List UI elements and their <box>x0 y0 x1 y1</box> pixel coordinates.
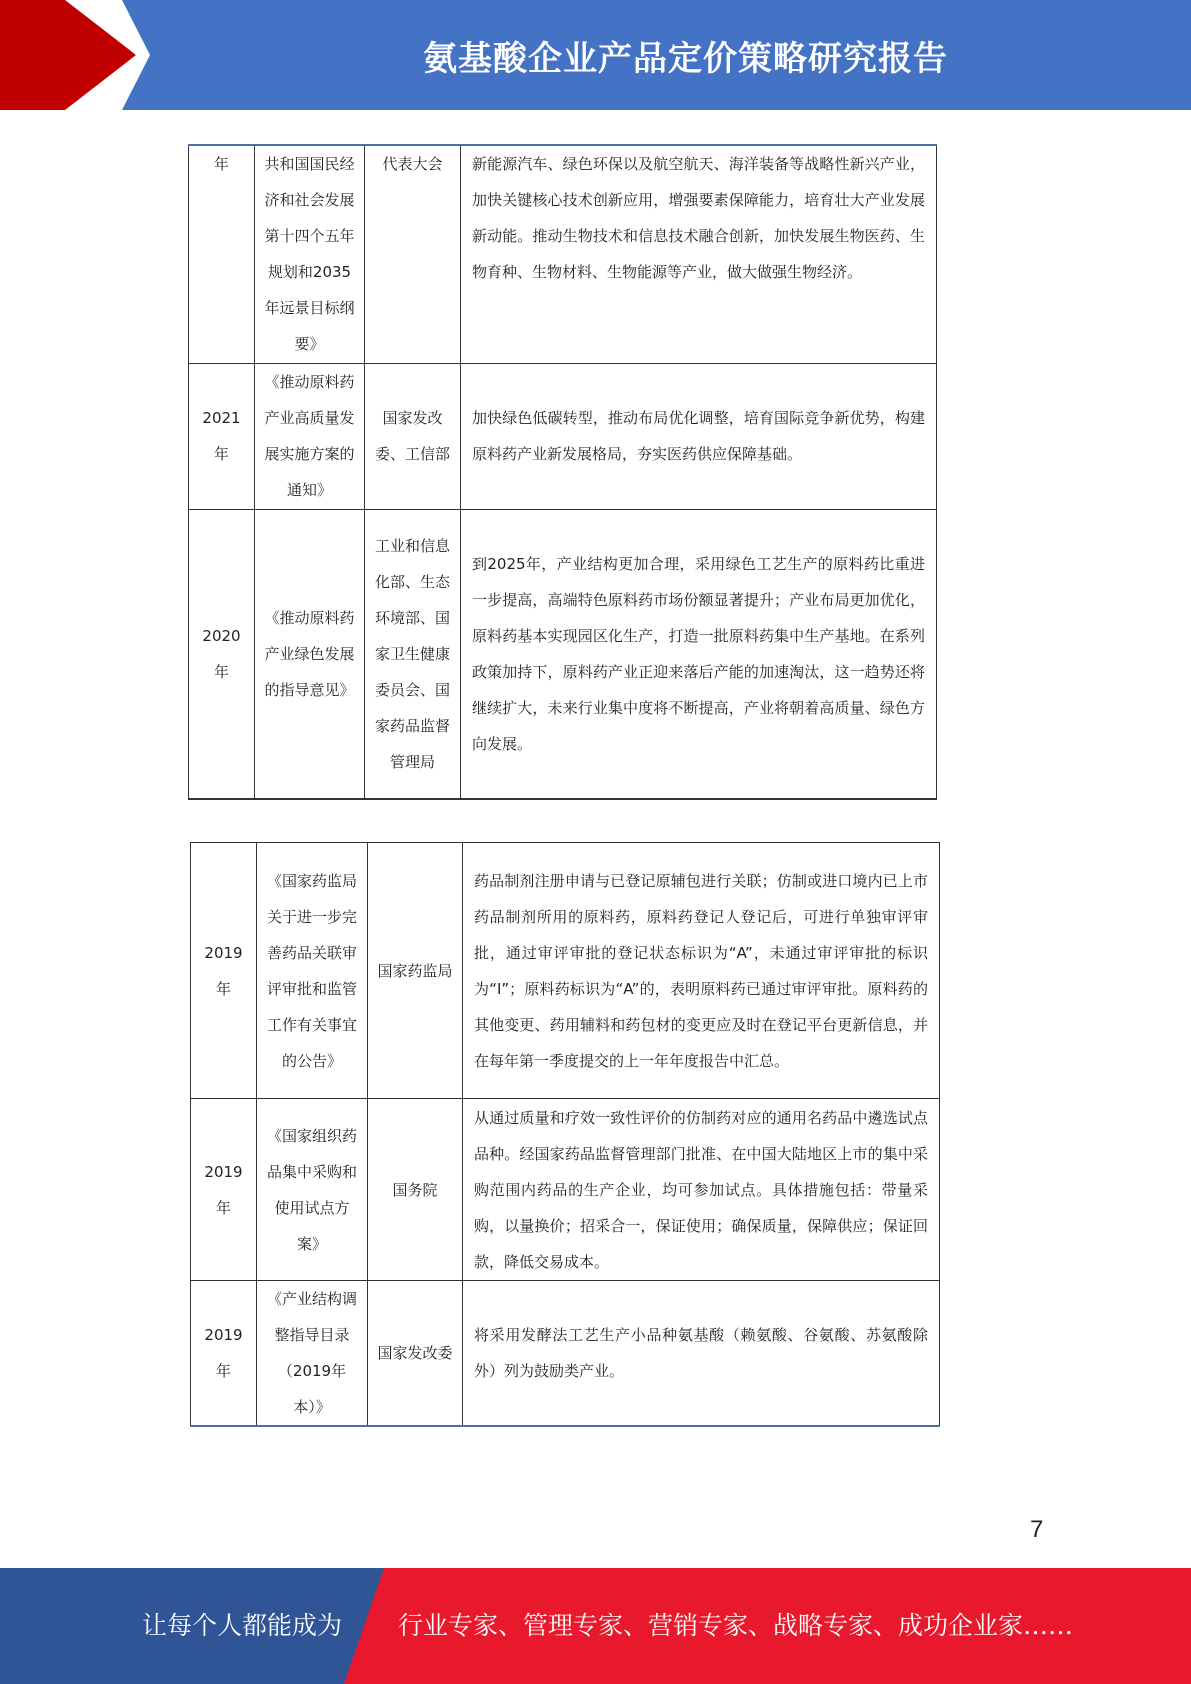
department-cell: 国家发改委 <box>368 1281 463 1427</box>
policy-table-part-1 <box>188 144 937 800</box>
policy-name-cell: 《产业结构调整指导目录（2019年本）》 <box>257 1281 368 1427</box>
department-cell: 工业和信息化部、生态环境部、国家卫生健康委员会、国家药品监督管理局 <box>365 509 461 799</box>
policy-name-cell: 《国家药监局关于进一步完善药品关联审评审批和监管工作有关事宜的公告》 <box>257 843 368 1099</box>
year-cell: 2021年 <box>189 363 255 509</box>
policy-content-cell: 从通过质量和疗效一致性评价的仿制药对应的通用名药品中遴选试点品种。经国家药品监督管理部门批准、在中国大陆地区上市的集中采购范围内药品的生产企业，均可参加试点。具体措施包括：带量采购，以量换价；招采合一，保证使用；确保质量，保障供应；保证回款，降低交易成本。 <box>463 1099 940 1281</box>
department-cell: 国家发改委、工信部 <box>365 363 461 509</box>
table-row <box>191 1281 940 1427</box>
policy-name-cell: 《国家组织药品集中采购和使用试点方案》 <box>257 1099 368 1281</box>
year-cell: 2019年 <box>191 843 257 1099</box>
year-cell: 2019年 <box>191 1281 257 1427</box>
table-row <box>191 843 940 1099</box>
department-cell: 国务院 <box>368 1099 463 1281</box>
page-number: 7 <box>1030 1516 1044 1543</box>
policy-content-cell: 新能源汽车、绿色环保以及航空航天、海洋装备等战略性新兴产业，加快关键核心技术创新应用，增强要素保障能力，培育壮大产业发展新动能。推动生物技术和信息技术融合创新，加快发展生物医药、生物育种、生物材料、生物能源等产业，做大做强生物经济。 <box>461 145 937 363</box>
table-row <box>189 363 937 509</box>
table-row <box>189 509 937 799</box>
policy-name-cell: 《推动原料药产业绿色发展的指导意见》 <box>255 509 365 799</box>
report-title: 氨基酸企业产品定价策略研究报告 <box>423 38 948 79</box>
policy-name-cell: 共和国国民经济和社会发展第十四个五年规划和2035年远景目标纲要》 <box>255 145 365 363</box>
policy-content-cell: 加快绿色低碳转型，推动布局优化调整，培育国际竞争新优势，构建原料药产业新发展格局，夯实医药供应保障基础。 <box>461 363 937 509</box>
page-footer <box>0 1568 1191 1684</box>
page-header <box>0 0 1191 110</box>
table-row <box>191 1099 940 1281</box>
policy-content-cell: 将采用发酵法工艺生产小品种氨基酸（赖氨酸、谷氨酸、苏氨酸除外）列为鼓励类产业。 <box>463 1281 940 1427</box>
year-cell: 年 <box>189 145 255 363</box>
footer-slogan-right: 行业专家、管理专家、营销专家、战略专家、成功企业家…… <box>398 1611 1074 1640</box>
policy-content-cell: 到2025年，产业结构更加合理，采用绿色工艺生产的原料药比重进一步提高，高端特色原料药市场份额显著提升；产业布局更加优化，原料药基本实现园区化生产，打造一批原料药集中生产基地。在系列政策加持下，原料药产业正迎来落后产能的加速淘汰，这一趋势还将继续扩大，未来行业集中度将不断提高，产业将朝着高质量、绿色方向发展。 <box>461 509 937 799</box>
year-cell: 2020年 <box>189 509 255 799</box>
department-cell: 国家药监局 <box>368 843 463 1099</box>
footer-slogan-left: 让每个人都能成为 <box>142 1611 343 1640</box>
department-cell: 代表大会 <box>365 145 461 363</box>
year-cell: 2019年 <box>191 1099 257 1281</box>
policy-content-cell: 药品制剂注册申请与已登记原辅包进行关联；仿制或进口境内已上市药品制剂所用的原料药，原料药登记人登记后，可进行单独审评审批，通过审评审批的登记状态标识为“A”，未通过审评审批的标识为“I”；原料药标识为“A”的，表明原料药已通过审评审批。原料药的其他变更、药用辅料和药包材的变更应及时在登记平台更新信息，并在每年第一季度提交的上一年年度报告中汇总。 <box>463 843 940 1099</box>
policy-name-cell: 《推动原料药产业高质量发展实施方案的通知》 <box>255 363 365 509</box>
table-row <box>189 145 937 363</box>
policy-table-part-2 <box>190 842 940 1427</box>
